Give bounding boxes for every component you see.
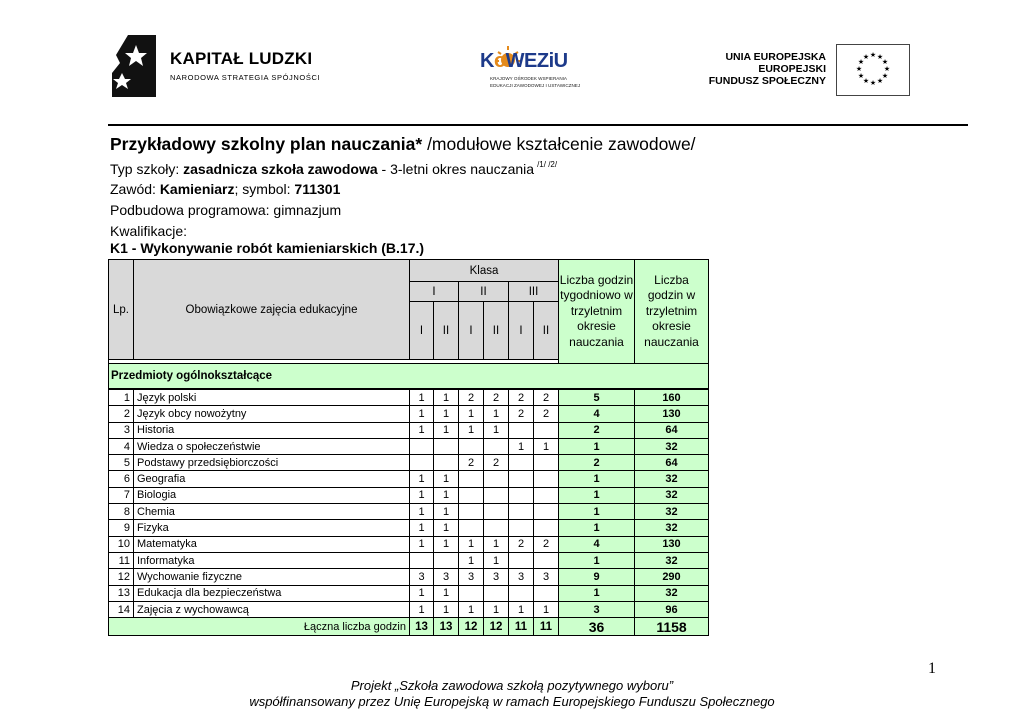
row-total: 130 <box>635 406 709 422</box>
row-hours: 1 <box>484 406 509 422</box>
col-lp-header: Lp. <box>109 260 134 360</box>
semester-header: II <box>534 302 559 360</box>
row-weekly: 1 <box>559 520 635 536</box>
svg-text:★: ★ <box>862 77 870 85</box>
row-hours <box>459 585 484 601</box>
row-hours: 2 <box>459 455 484 471</box>
row-hours: 1 <box>434 585 459 601</box>
row-hours <box>534 422 559 438</box>
row-weekly: 1 <box>559 438 635 454</box>
row-lp: 1 <box>109 389 134 406</box>
semester-header: II <box>484 302 509 360</box>
row-hours: 3 <box>509 569 534 585</box>
row-total: 290 <box>635 569 709 585</box>
row-hours: 3 <box>484 569 509 585</box>
col-subject-header: Obowiązkowe zajęcia edukacyjne <box>134 260 410 360</box>
row-hours <box>509 585 534 601</box>
row-hours: 1 <box>459 552 484 568</box>
row-total: 64 <box>635 422 709 438</box>
semester-header: I <box>459 302 484 360</box>
row-weekly: 5 <box>559 389 635 406</box>
row-hours <box>459 504 484 520</box>
row-weekly: 1 <box>559 471 635 487</box>
row-subject: Wiedza o społeczeństwie <box>134 438 410 454</box>
eu-line2: EUROPEJSKI <box>758 63 826 75</box>
row-hours: 2 <box>534 536 559 552</box>
row-hours <box>434 455 459 471</box>
row-hours <box>484 471 509 487</box>
row-hours <box>509 504 534 520</box>
col-total-header: Liczba godzin w trzyletnim okresie nauczania <box>635 260 709 364</box>
footer-funding-line: współfinansowany przez Unię Europejską w ramach Europejskiego Funduszu Społecznego <box>249 694 775 709</box>
row-total: 32 <box>635 520 709 536</box>
row-hours <box>484 504 509 520</box>
semester-header: I <box>410 302 434 360</box>
table-row <box>109 601 709 617</box>
sum-hours: 12 <box>484 618 509 636</box>
sum-hours: 13 <box>410 618 434 636</box>
row-lp: 13 <box>109 585 134 601</box>
row-hours <box>534 471 559 487</box>
row-hours: 1 <box>410 536 434 552</box>
table-header <box>109 260 709 364</box>
page-number: 1 <box>928 660 936 677</box>
row-hours <box>484 438 509 454</box>
row-hours: 2 <box>509 389 534 406</box>
row-hours <box>509 520 534 536</box>
row-subject: Geografia <box>134 471 410 487</box>
row-hours: 1 <box>534 438 559 454</box>
row-hours <box>509 455 534 471</box>
eu-line1: UNIA EUROPEJSKA <box>725 51 826 63</box>
row-hours: 3 <box>434 569 459 585</box>
row-total: 64 <box>635 455 709 471</box>
row-weekly: 1 <box>559 504 635 520</box>
svg-text:★: ★ <box>857 72 865 80</box>
row-subject: Podstawy przedsiębiorczości <box>134 455 410 471</box>
class-header-1: I <box>410 282 459 302</box>
row-hours <box>534 552 559 568</box>
page-title: Przykładowy szkolny plan nauczania* /modułowe kształcenie zawodowe/ <box>110 134 696 154</box>
row-weekly: 4 <box>559 406 635 422</box>
qualification-k1: K1 - Wykonywanie robót kamieniarskich (B.17.) <box>110 240 425 256</box>
kapital-ludzki-emblem-icon <box>110 33 158 99</box>
row-weekly: 1 <box>559 585 635 601</box>
row-hours: 1 <box>410 471 434 487</box>
koweziu-line1: KRAJOWY OŚRODEK WSPIERANIA <box>490 76 568 81</box>
section-title: Przedmioty ogólnokształcące <box>109 364 709 390</box>
table-row <box>109 487 709 503</box>
row-hours <box>434 438 459 454</box>
row-subject: Chemia <box>134 504 410 520</box>
table-row <box>109 471 709 487</box>
curriculum-table <box>108 259 709 636</box>
row-hours <box>459 471 484 487</box>
row-hours <box>459 438 484 454</box>
row-hours: 1 <box>459 422 484 438</box>
svg-text:★: ★ <box>869 79 877 87</box>
row-hours: 3 <box>410 569 434 585</box>
row-lp: 5 <box>109 455 134 471</box>
row-total: 160 <box>635 389 709 406</box>
col-klasa-header: Klasa <box>410 260 559 282</box>
row-lp: 4 <box>109 438 134 454</box>
row-hours: 2 <box>534 389 559 406</box>
row-hours: 1 <box>410 504 434 520</box>
kapital-ludzki-logo <box>110 33 340 101</box>
row-total: 32 <box>635 471 709 487</box>
row-hours <box>509 552 534 568</box>
eu-flag-icon <box>836 44 910 96</box>
semester-header: II <box>434 302 459 360</box>
sum-row <box>109 618 709 636</box>
row-hours: 1 <box>509 438 534 454</box>
table-row <box>109 552 709 568</box>
row-hours: 1 <box>434 389 459 406</box>
koweziu-line2: EDUKACJI ZAWODOWEJ I USTAWICZNEJ <box>490 83 581 88</box>
row-weekly: 2 <box>559 455 635 471</box>
row-hours: 1 <box>434 422 459 438</box>
row-hours: 1 <box>484 552 509 568</box>
footer-project-line: Projekt „Szkoła zawodowa szkołą pozytywnego wyboru” <box>350 678 674 693</box>
kapital-ludzki-title: KAPITAŁ LUDZKI <box>170 49 313 68</box>
table-row <box>109 504 709 520</box>
row-weekly: 4 <box>559 536 635 552</box>
svg-text:★: ★ <box>876 77 884 85</box>
row-hours: 1 <box>434 471 459 487</box>
row-hours <box>534 504 559 520</box>
row-weekly: 2 <box>559 422 635 438</box>
row-hours: 3 <box>534 569 559 585</box>
row-total: 32 <box>635 438 709 454</box>
row-hours: 1 <box>410 601 434 617</box>
row-total: 32 <box>635 487 709 503</box>
row-hours: 1 <box>459 601 484 617</box>
table-row <box>109 422 709 438</box>
row-lp: 3 <box>109 422 134 438</box>
row-subject: Wychowanie fizyczne <box>134 569 410 585</box>
row-total: 32 <box>635 552 709 568</box>
row-hours <box>459 520 484 536</box>
row-hours: 1 <box>484 601 509 617</box>
row-hours <box>534 520 559 536</box>
row-subject: Historia <box>134 422 410 438</box>
qualifications-label: Kwalifikacje: <box>110 223 188 239</box>
row-hours: 1 <box>434 487 459 503</box>
kapital-ludzki-subtitle: NARODOWA STRATEGIA SPÓJNOŚCI <box>170 73 321 82</box>
svg-text:★: ★ <box>876 53 884 61</box>
row-hours <box>534 487 559 503</box>
row-hours <box>509 487 534 503</box>
sum-hours: 11 <box>534 618 559 636</box>
koweziu-name: KoWEZiU <box>480 50 568 72</box>
row-hours: 1 <box>459 536 484 552</box>
row-subject: Biologia <box>134 487 410 503</box>
svg-text:★: ★ <box>881 72 889 80</box>
row-lp: 7 <box>109 487 134 503</box>
profession-line: Zawód: Kamieniarz; symbol: 711301 <box>110 181 341 197</box>
class-header-3: III <box>509 282 559 302</box>
svg-text:★: ★ <box>881 58 889 66</box>
sum-label: Łączna liczba godzin <box>109 618 410 636</box>
row-hours: 3 <box>459 569 484 585</box>
svg-text:★: ★ <box>883 65 891 73</box>
row-hours <box>484 487 509 503</box>
row-lp: 8 <box>109 504 134 520</box>
row-hours: 1 <box>410 389 434 406</box>
table-row <box>109 569 709 585</box>
table-row <box>109 536 709 552</box>
row-lp: 14 <box>109 601 134 617</box>
row-hours: 1 <box>434 601 459 617</box>
row-hours: 1 <box>484 536 509 552</box>
row-lp: 11 <box>109 552 134 568</box>
row-hours: 1 <box>434 536 459 552</box>
row-hours <box>410 438 434 454</box>
svg-text:★: ★ <box>855 65 863 73</box>
row-subject: Język obcy nowożytny <box>134 406 410 422</box>
row-hours <box>410 455 434 471</box>
row-hours: 1 <box>484 422 509 438</box>
row-subject: Edukacja dla bezpieczeństwa <box>134 585 410 601</box>
row-subject: Informatyka <box>134 552 410 568</box>
row-hours <box>509 471 534 487</box>
row-hours <box>534 455 559 471</box>
sum-hours: 12 <box>459 618 484 636</box>
row-total: 130 <box>635 536 709 552</box>
row-lp: 2 <box>109 406 134 422</box>
row-hours <box>459 487 484 503</box>
table-row <box>109 455 709 471</box>
row-lp: 9 <box>109 520 134 536</box>
row-total: 96 <box>635 601 709 617</box>
row-hours <box>484 520 509 536</box>
table-row <box>109 520 709 536</box>
table-row <box>109 406 709 422</box>
section-row <box>109 364 709 390</box>
row-lp: 12 <box>109 569 134 585</box>
table-row <box>109 585 709 601</box>
row-hours: 1 <box>410 585 434 601</box>
row-lp: 6 <box>109 471 134 487</box>
sum-weekly: 36 <box>559 618 635 636</box>
col-weekly-header: Liczba godzin tygodniowo w trzyletnim okresie nauczania <box>559 260 635 364</box>
program-base-line: Podbudowa programowa: gimnazjum <box>110 202 342 218</box>
header-divider <box>108 124 968 126</box>
row-weekly: 3 <box>559 601 635 617</box>
sum-total: 1158 <box>635 618 709 636</box>
row-subject: Fizyka <box>134 520 410 536</box>
table-row <box>109 438 709 454</box>
sum-hours: 13 <box>434 618 459 636</box>
svg-text:★: ★ <box>857 58 865 66</box>
row-hours <box>434 552 459 568</box>
table-row <box>109 389 709 406</box>
row-weekly: 1 <box>559 487 635 503</box>
row-hours: 1 <box>410 422 434 438</box>
svg-text:★: ★ <box>862 53 870 61</box>
row-hours: 1 <box>434 504 459 520</box>
sum-hours: 11 <box>509 618 534 636</box>
row-hours: 2 <box>509 406 534 422</box>
table-footer <box>109 618 709 636</box>
row-hours: 1 <box>434 406 459 422</box>
class-header-2: II <box>459 282 509 302</box>
semester-header: I <box>509 302 534 360</box>
row-hours: 1 <box>410 487 434 503</box>
row-subject: Matematyka <box>134 536 410 552</box>
row-subject: Język polski <box>134 389 410 406</box>
svg-text:★: ★ <box>869 51 877 59</box>
row-subject: Zajęcia z wychowawcą <box>134 601 410 617</box>
row-hours: 2 <box>484 455 509 471</box>
row-hours: 2 <box>509 536 534 552</box>
row-hours: 2 <box>459 389 484 406</box>
row-weekly: 9 <box>559 569 635 585</box>
eu-line3: FUNDUSZ SPOŁECZNY <box>708 75 826 87</box>
row-hours <box>509 422 534 438</box>
row-hours: 1 <box>434 520 459 536</box>
row-hours: 1 <box>410 520 434 536</box>
eu-fund-text <box>700 51 826 87</box>
row-total: 32 <box>635 504 709 520</box>
row-weekly: 1 <box>559 552 635 568</box>
table-body <box>109 364 709 618</box>
row-hours: 2 <box>534 406 559 422</box>
koweziu-logo <box>476 42 596 100</box>
row-hours <box>534 585 559 601</box>
row-hours: 1 <box>509 601 534 617</box>
school-type-line: Typ szkoły: zasadnicza szkoła zawodowa - 3-letni okres nauczania $^{/1/ /2/}$ <box>110 160 558 177</box>
row-hours: 1 <box>459 406 484 422</box>
row-hours: 1 <box>534 601 559 617</box>
row-lp: 10 <box>109 536 134 552</box>
row-total: 32 <box>635 585 709 601</box>
row-hours: 1 <box>410 406 434 422</box>
row-hours <box>410 552 434 568</box>
row-hours <box>484 585 509 601</box>
row-hours: 2 <box>484 389 509 406</box>
